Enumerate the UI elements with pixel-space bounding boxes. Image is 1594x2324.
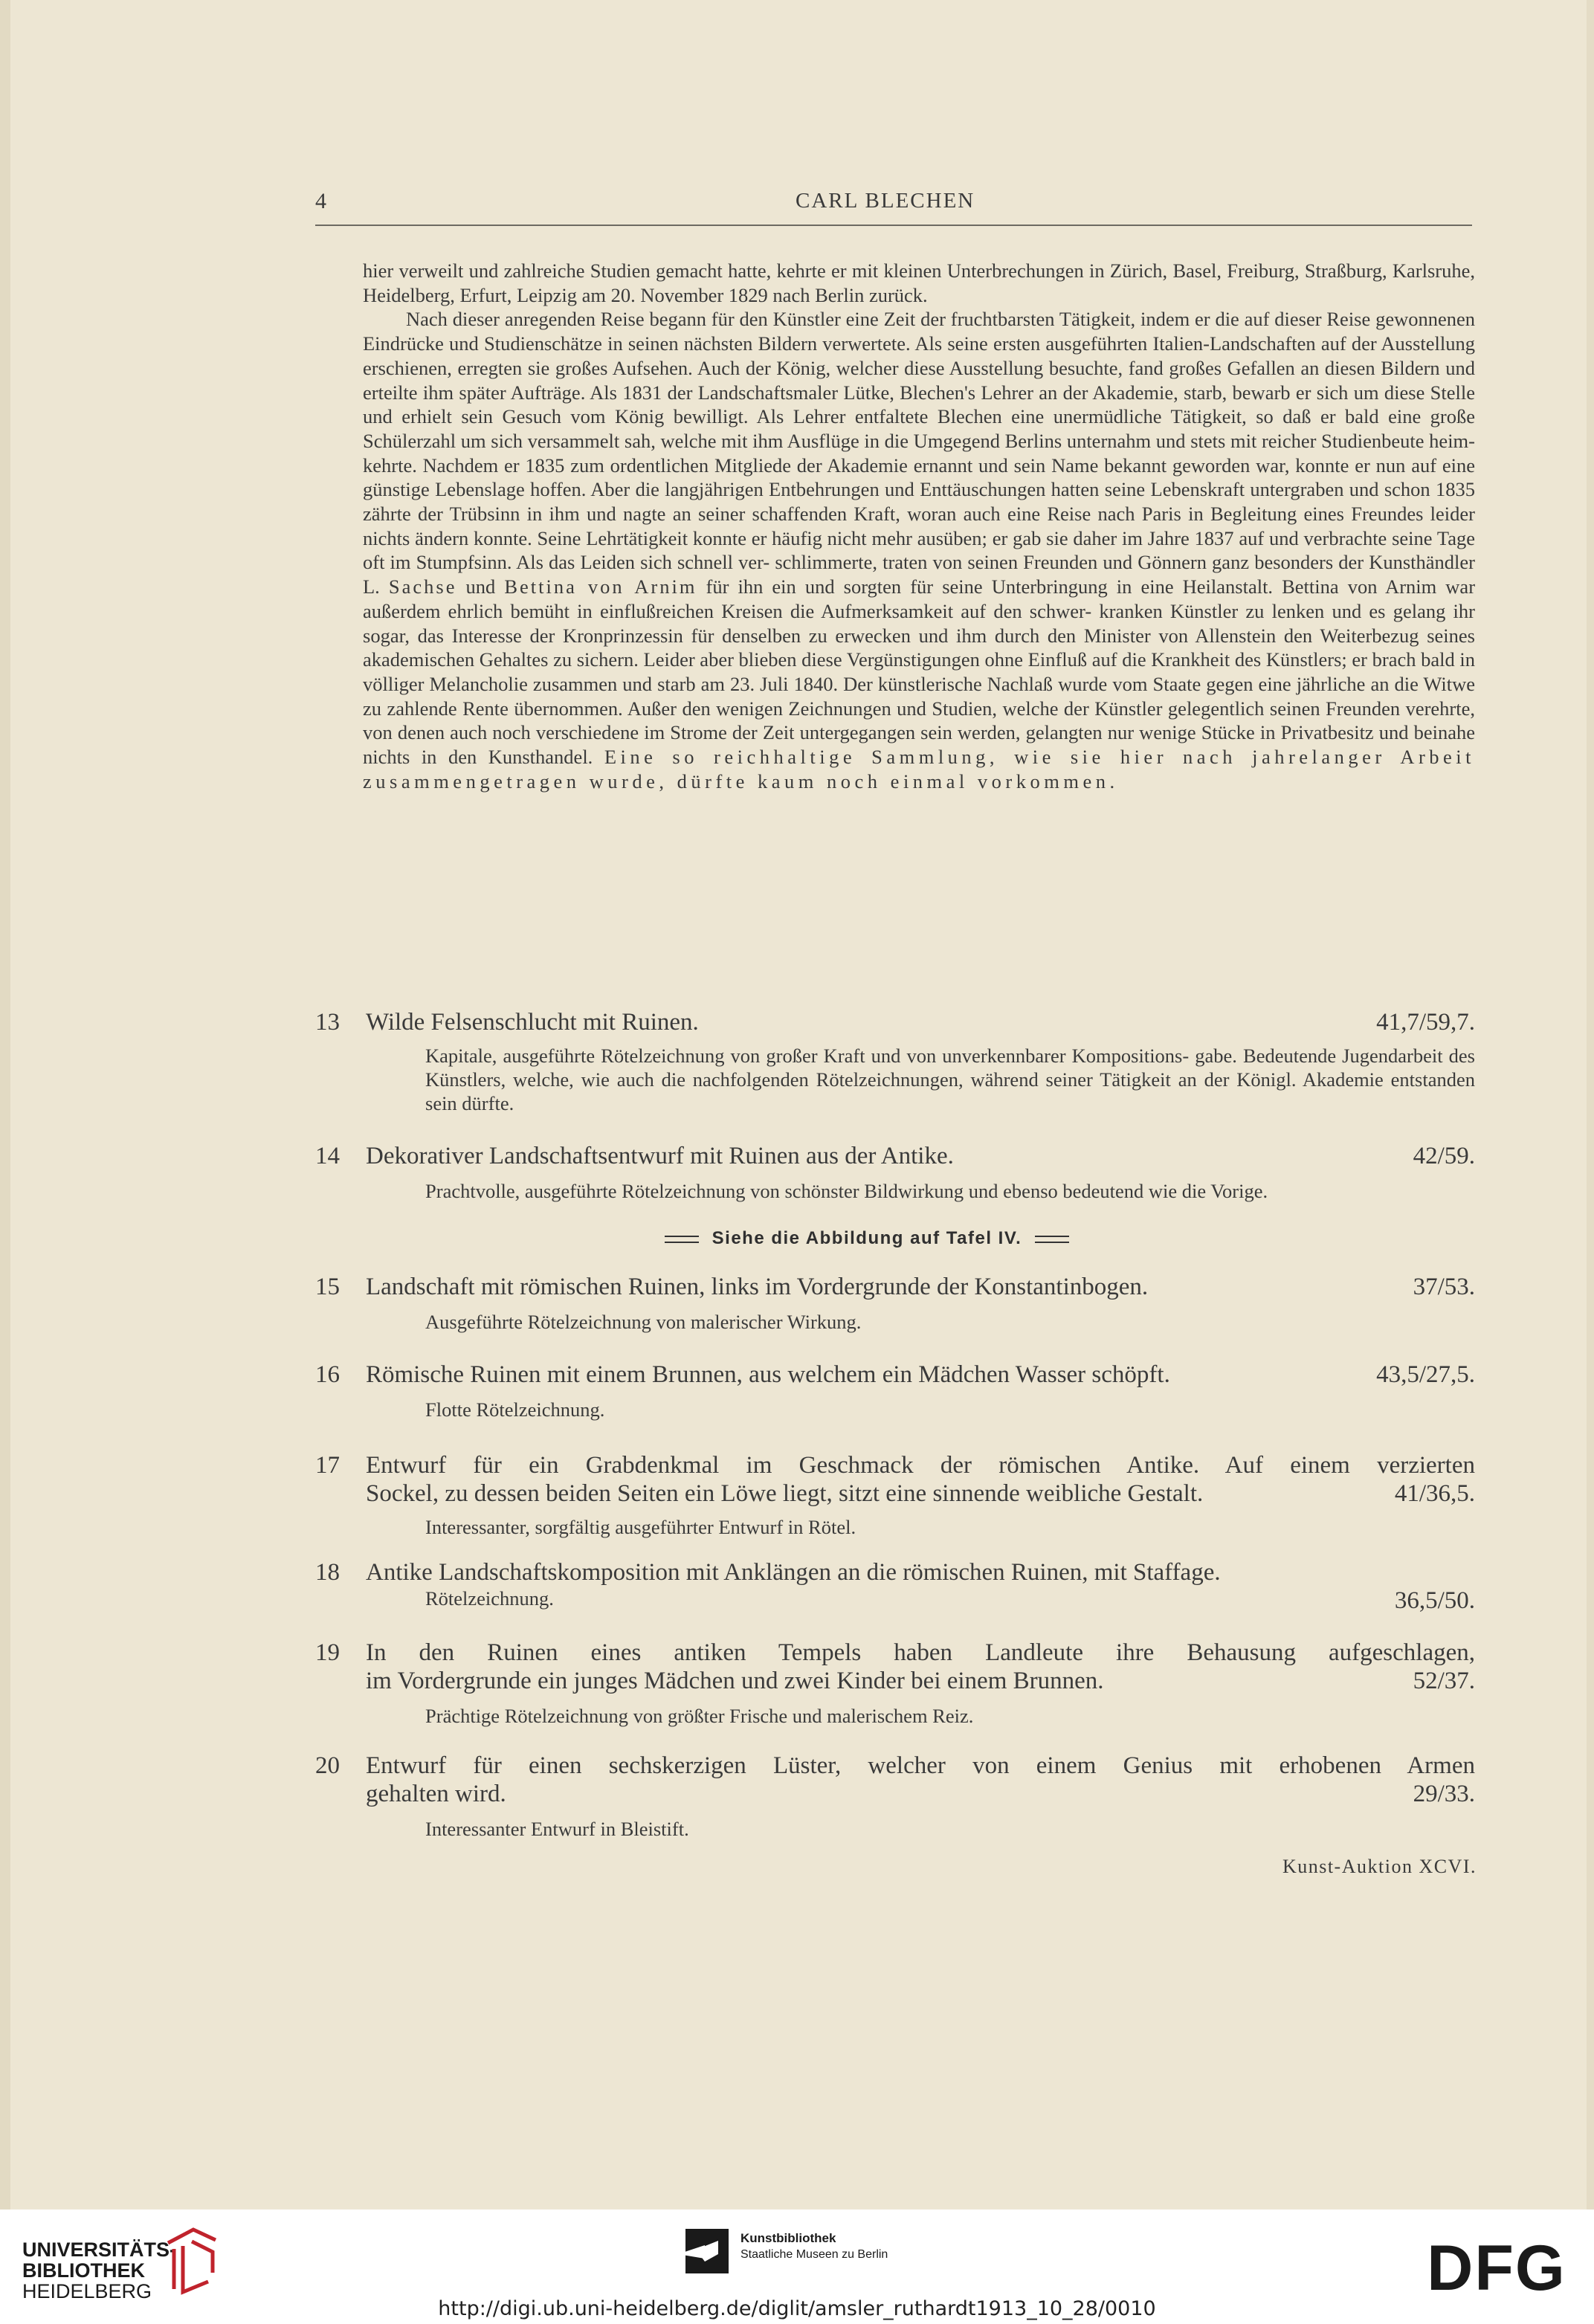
lot-dimensions: 43,5/27,5. [1376, 1361, 1475, 1388]
lot-title-line-1: In den Ruinen eines antiken Tempels haben Landleute ihre Behausung aufgeschlagen, [366, 1639, 1475, 1666]
lot-dimensions: 41/36,5. [1394, 1480, 1475, 1507]
kunstbibliothek-wordmark[interactable] [740, 2230, 888, 2263]
uni-line-3: HEIDELBERG [22, 2280, 152, 2302]
lot-dimensions: 41,7/59,7. [1376, 1009, 1475, 1036]
dfg-logo-text: DFG [1427, 2239, 1566, 2296]
dfg-logo-icon[interactable] [1420, 2239, 1573, 2296]
paragraph-2-part-c: für ihn ein und sorgten für seine Unterbringung in eine Heilanstalt. Bettina von Arnim war außerdem ehrlich bemüht in einflußreichen Kreisen die Aufmerksamkeit auf den schwer- kranken Künstler zu lenken und es gelang ihr sogar, das Interesse der Kronprinzessin für denselben zu erwecken und ihm durch den Minister von Allenstein den Weiterbezug seines akademischen Gehaltes zu sichern. Leider aber blieben diese Vergünstigungen ohne Einfluß auf die Krankheit des Künstlers; er brach bald in völliger Melancholie zusammen und starb am 23. Juli 1840. Der künstlerische Nachlaß wurde vom Staate gegen eine jährliche an die Witwe zu zahlende Rente übernommen. Außer den wenigen Zeichnungen und Studien, welche der Künstler gelegentlich seinen Freunden verehrte, von denen auch noch verschiedene im Strome der Zeit untergegangen sein werden, gelangten nur wenige Stücke in Privatbesitz und beinahe nichts in den Kunsthandel. [363, 575, 1476, 769]
double-rule-right [1035, 1236, 1069, 1243]
uni-line-2: BIBLIOTHEK [22, 2259, 145, 2282]
lot-description: Interessanter Entwurf in Bleistift. [425, 1818, 689, 1840]
footer-auction-note: Kunst-Auktion XCVI. [1282, 1856, 1477, 1877]
paragraph-2 [363, 307, 1475, 793]
lot-number: 13 [315, 1009, 340, 1036]
biography-text [363, 259, 1475, 793]
lot-description: Kapitale, ausgeführte Rötelzeichnung von großer Kraft und von unverkennbarer Kompositions- gabe. Bedeutende Jugendarbeit des Künstlers, welche, wie auch die nachfolgenden Rötelzeichnungen, während seiner Tätigkeit an der Königl. Akademie entstanden sein dürfte. [425, 1045, 1475, 1114]
scan-edge-right [1587, 0, 1594, 2210]
permalink-url[interactable]: http://digi.ub.uni-heidelberg.de/diglit/amsler_ruthardt1913_10_28/0010 [438, 2297, 1156, 2320]
lot-description: Prächtige Rötelzeichnung von größter Frische und malerischem Reiz. [425, 1705, 974, 1727]
paragraph-1: hier verweilt und zahlreiche Studien gemacht hatte, kehrte er mit kleinen Unterbrechungen in Zürich, Basel, Freiburg, Straßburg, Karlsruhe, Heidelberg, Erfurt, Leipzig am 20. November 1829 nach Berlin zurück. [363, 259, 1475, 306]
uni-line-1: UNIVERSITÄTS- [22, 2239, 177, 2261]
lot-number: 19 [315, 1639, 340, 1666]
lot-dimensions: 52/37. [1413, 1668, 1475, 1694]
kunstbibliothek-logo-icon[interactable] [678, 2229, 729, 2273]
lot-dimensions: 29/33. [1413, 1781, 1475, 1807]
lot-description: Flotte Rötelzeichnung. [425, 1398, 605, 1421]
lot-title-line-2: im Vordergrunde ein junges Mädchen und zwei Kinder bei einem Brunnen. [366, 1668, 1104, 1694]
lot-title: Wilde Felsenschlucht mit Ruinen. [366, 1009, 699, 1036]
lot-number: 17 [315, 1452, 340, 1479]
plate-reference-text: Siehe die Abbildung auf Tafel IV. [712, 1228, 1022, 1248]
uni-heidelberg-wordmark[interactable] [22, 2239, 176, 2302]
plate-reference [636, 1228, 1097, 1249]
lot-dimensions: 42/59. [1413, 1143, 1475, 1169]
lot-title: Antike Landschaftskomposition mit Anklängen an die römischen Ruinen, mit Staffage. [366, 1559, 1221, 1586]
lot-description: Rötelzeichnung. [425, 1587, 554, 1610]
lot-title-line-2: Sockel, zu dessen beiden Seiten ein Löwe liegt, sitzt eine sinnende weibliche Gestalt. [366, 1480, 1204, 1507]
lot-title [366, 1639, 1475, 1695]
lot-number: 15 [315, 1274, 340, 1300]
paragraph-2-part-a: Nach dieser anregenden Reise begann für den Künstler eine Zeit der fruchtbarsten Tätigkeit, indem er die auf dieser Reise gewonnenen Eindrücke und Studienschätze in seinen nächsten Bildern verwertete. Als seine ersten ausgeführten Italien-Landschaften auf der Ausstellung erschienen, erregten sie großes Aufsehen. Auch der König, welcher diese Ausstellung besuchte, fand großes Gefallen an diesen Bildern und erteilte ihm später Aufträge. Als 1831 der Landschaftsmaler Lütke, Blechen's Lehrer an der Akademie, starb, bewarb er sich um diese Stelle und erhielt sein Gesuch vom König bewilligt. Als Lehrer entfaltete Blechen eine unermüdliche Tätigkeit, so daß er bald eine große Schülerzahl um sich versammelt sah, welche mit ihm Ausflüge in die Umgegend Berlins unternahm und stets mit reicher Studienbeute heim- kehrte. Nachdem er 1835 zum ordentlichen Mitgliede der Akademie ernannt und sein Name bekannt geworden war, konnte er nun auf eine günstige Lebenslage hoffen. Aber die langjährigen Entbehrungen und Enttäuschungen hatten seine Lebenskraft untergraben und schon 1835 zährte der Trübsinn in ihm und nagte an seiner schaffenden Kraft, woran auch eine Reise nach Paris in Begleitung eines Freundes leider nichts ändern konnte. Seine Lehrtätigkeit konnte er häufig nicht mehr ausüben; er gab sie daher im Jahre 1837 auf und verbrachte seine Tage oft im Stumpfsinn. Als das Leiden sich schnell ver- schlimmerte, traten von seinen Freunden und Gönnern ganz besonders der Kunsthändler L. [363, 308, 1475, 598]
lot-number: 18 [315, 1559, 340, 1586]
page-number: 4 [315, 189, 326, 213]
lot-number: 14 [315, 1143, 340, 1169]
header-rule [315, 225, 1472, 226]
lot-number: 16 [315, 1361, 340, 1388]
name-sachse: Sachse [388, 575, 457, 598]
lot-title-line-1: Entwurf für ein Grabdenkmal im Geschmack der römischen Antike. Auf einem verzierten [366, 1452, 1475, 1479]
lot-title-line-2: gehalten wird. [366, 1781, 506, 1807]
lot-title: Landschaft mit römischen Ruinen, links im Vordergrunde der Konstantinbogen. [366, 1274, 1149, 1300]
lot-dimensions: 36,5/50. [1394, 1587, 1475, 1614]
running-title: CARL BLECHEN [796, 189, 975, 213]
lot-title: Römische Ruinen mit einem Brunnen, aus welchem ein Mädchen Wasser schöpft. [366, 1361, 1170, 1388]
lot-title-line-1: Entwurf für einen sechskerzigen Lüster, welcher von einem Genius mit erhobenen Armen [366, 1752, 1475, 1779]
double-rule-left [665, 1236, 699, 1243]
kb-subtitle: Staatliche Museen zu Berlin [740, 2248, 888, 2261]
lot-number: 20 [315, 1752, 340, 1779]
lot-title [366, 1752, 1475, 1808]
paragraph-2-emphasis: Eine so reichhaltige Sammlung, wie sie hier nach jahrelanger Arbeit zusammengetragen wurde, dürfte kaum noch einmal vorkommen. [363, 746, 1476, 793]
scan-edge-left [0, 0, 10, 2210]
lot-title [366, 1451, 1475, 1508]
lot-description: Interessanter, sorgfältig ausgeführter Entwurf in Rötel. [425, 1516, 856, 1538]
lot-dimensions: 37/53. [1413, 1274, 1475, 1300]
lot-title: Dekorativer Landschaftsentwurf mit Ruinen aus der Antike. [366, 1143, 954, 1169]
uni-heidelberg-logo-icon[interactable] [164, 2227, 220, 2295]
kb-title: Kunstbibliothek [740, 2231, 836, 2245]
name-bettina-von-arnim: Bettina von Arnim [504, 575, 697, 598]
lot-description: Prachtvolle, ausgeführte Rötelzeichnung von schönster Bildwirkung und ebenso bedeutend wie die Vorige. [425, 1180, 1268, 1202]
paragraph-2-part-b: und [465, 575, 496, 598]
lot-description: Ausgeführte Rötelzeichnung von malerischer Wirkung. [425, 1311, 862, 1333]
